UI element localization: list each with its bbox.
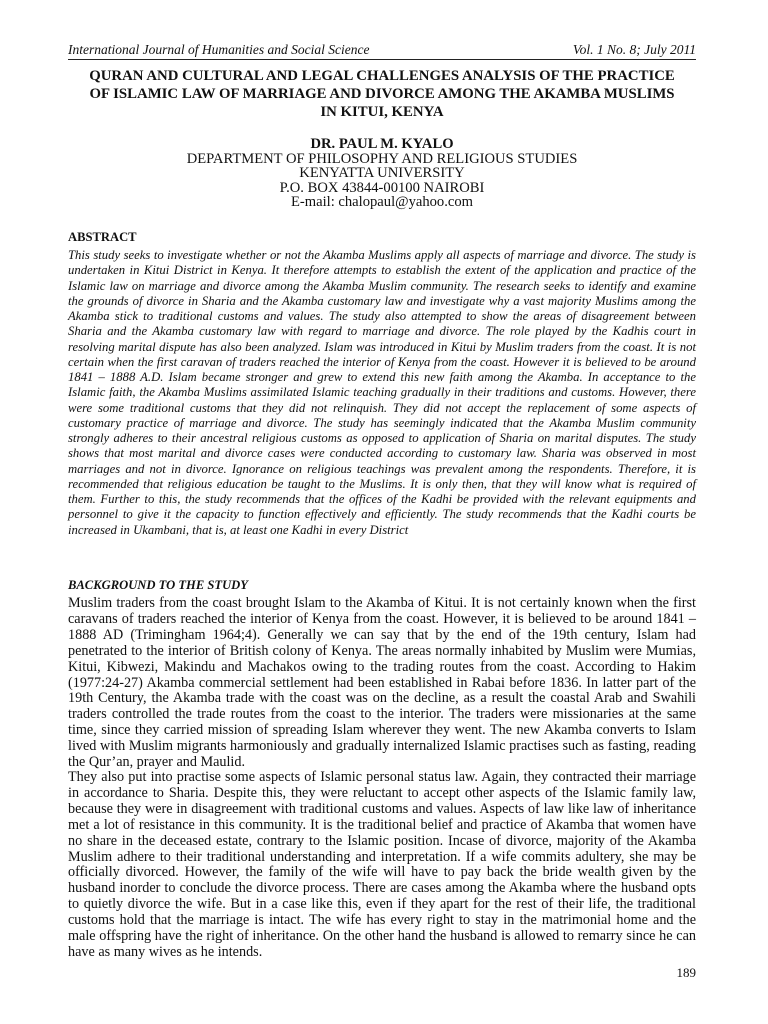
- author-address: P.O. BOX 43844-00100 NAIROBI: [279, 179, 485, 196]
- header-rule: [68, 59, 696, 60]
- volume-info: Vol. 1 No. 8; July 2011: [572, 42, 696, 57]
- title-line: OF ISLAMIC LAW OF MARRIAGE AND DIVORCE AMONG THE AKAMBA MUSLIMS: [89, 86, 675, 102]
- author-email: E-mail: chalopaul@yahoo.com: [290, 194, 474, 211]
- abstract-heading: ABSTRACT: [68, 230, 137, 244]
- journal-name: International Journal of Humanities and Social Science: [68, 42, 370, 57]
- abstract-text: This study seeks to investigate whether or not the Akamba Muslims apply all aspects of marriage and divorce. The study is undertaken in Kitui District in Kenya. It therefore attempts to establish the extent of the application and practice of the Islamic law on marriage and divorce among the Akamba Muslim community. The research seeks to identify and examine the grounds of divorce in Sharia and the Akamba customary law and investigate why a vast majority Muslims among the Akamba stick to traditional customs and values. The study also attempted to show the areas of disagreement between Sharia and the Akamba customary law with regard to marriage and divorce. The role played by the Kadhis court in resolving marital dispute has also been analyzed. Islam was introduced in Kitui by Muslim traders from the coast. It is not certain when the first caravan of traders reached the interior of Kenya from the coast. However it is believed to be around 1841 – 1888 A.D. Islam became stronger and grew to extend this new faith among the Akamba. In acceptance to the Islamic faith, the Akamba Muslims assimilated Islamic teaching gradually in their traditions and customs. However, there were some traditional customs that they did not relinquish. They did not accept the replacement of some aspects of customary practice of marriage and divorce. The study has seemingly indicated that the Akamba Muslim community strongly adheres to their ancestral religious customs as opposed to application of Sharia on marital disputes. The study shows that most marital and divorce cases were conducted according to customary law. Sharia was observed in most marriages and not in divorce. Ignorance on religious teachings was prevalent among the respondents. Therefore, it is recommended that religious education be taught to the Muslims. It is only then, that they will know what is required of them. Further to this, the study recommends that the offices of the Kadhi be provided with the relevant equipments and personnel to give it the capacity to function effectively and efficiently. The study recommends that the Kadhi courts be increased in Ukambani, that is, at least one Kadhi in every District: [68, 248, 696, 537]
- page-number: 189: [676, 965, 696, 980]
- author-name: DR. PAUL M. KYALO: [310, 136, 454, 152]
- running-header: [68, 42, 696, 58]
- author-university: KENYATTA UNIVERSITY: [299, 165, 465, 182]
- body-paragraph: They also put into practise some aspects of Islamic personal status law. Again, they contracted their marriage in accordance to Sharia. Despite this, they were reluctant to accept other aspects of the Islamic family law, because they were in disagreement with traditional customs and values. Aspects of law like law of inheritance met a lot of resistance in this community. It is the traditional belief and practice of Akamba that women have no share in the deceased estate, contrary to the Islamic position. Incase of divorce, majority of the Akamba Muslim adhere to their traditional understanding and interpretation. If a wife commits adultery, she may be officially divorced. However, the family of the wife will have to pay back the bride wealth given by the husband inorder to conclude the divorce process. There are cases among the Akamba where the husband opts to quietly divorce the wife. But in a case like this, even if they apart for the rest of their life, the traditional customs hold that the marriage is intact. The wife has every right to stay in the matrimonial home and the male offspring have the right of inheritance. On the other hand the husband is allowed to remarry since he can have as many wives as he intends.: [68, 769, 696, 960]
- author-department: DEPARTMENT OF PHILOSOPHY AND RELIGIOUS STUDIES: [186, 150, 578, 167]
- paper-title: [68, 67, 696, 121]
- body-paragraph: Muslim traders from the coast brought Islam to the Akamba of Kitui. It is not certainly known when the first caravans of traders reached the interior of Kenya from the coast. However, it is believed to be around 1841 – 1888 AD (Trimingham 1964;4). Generally we can say that by the end of the 19th century, Islam had penetrated to the interior of British colony of Kenya. The areas normally inhabited by Muslim were Mumias, Kitui, Kibwezi, Makindu and Machakos owing to the trading routes from the coast. According to Hakim (1977:24-27) Akamba commercial settlement had been established in Rabai before 1836. In latter part of the 19th Century, the Akamba trade with the coast was on the decline, as a result the coastal Arab and Swahili traders controlled the trade routes from the coast to the interior. The traders were missionaries at the same time, since they carried mission of spreading Islam wherever they went. The new Akamba converts to Islam lived with Muslim migrants harmoniously and gradually internalized Islamic practises such as fasting, reading the Qur’an, prayer and Maulid.: [68, 595, 696, 771]
- title-line: IN KITUI, KENYA: [320, 104, 444, 120]
- title-line: QURAN AND CULTURAL AND LEGAL CHALLENGES ANALYSIS OF THE PRACTICE: [89, 68, 675, 84]
- author-block: [68, 137, 696, 210]
- background-heading: BACKGROUND TO THE STUDY: [68, 578, 248, 592]
